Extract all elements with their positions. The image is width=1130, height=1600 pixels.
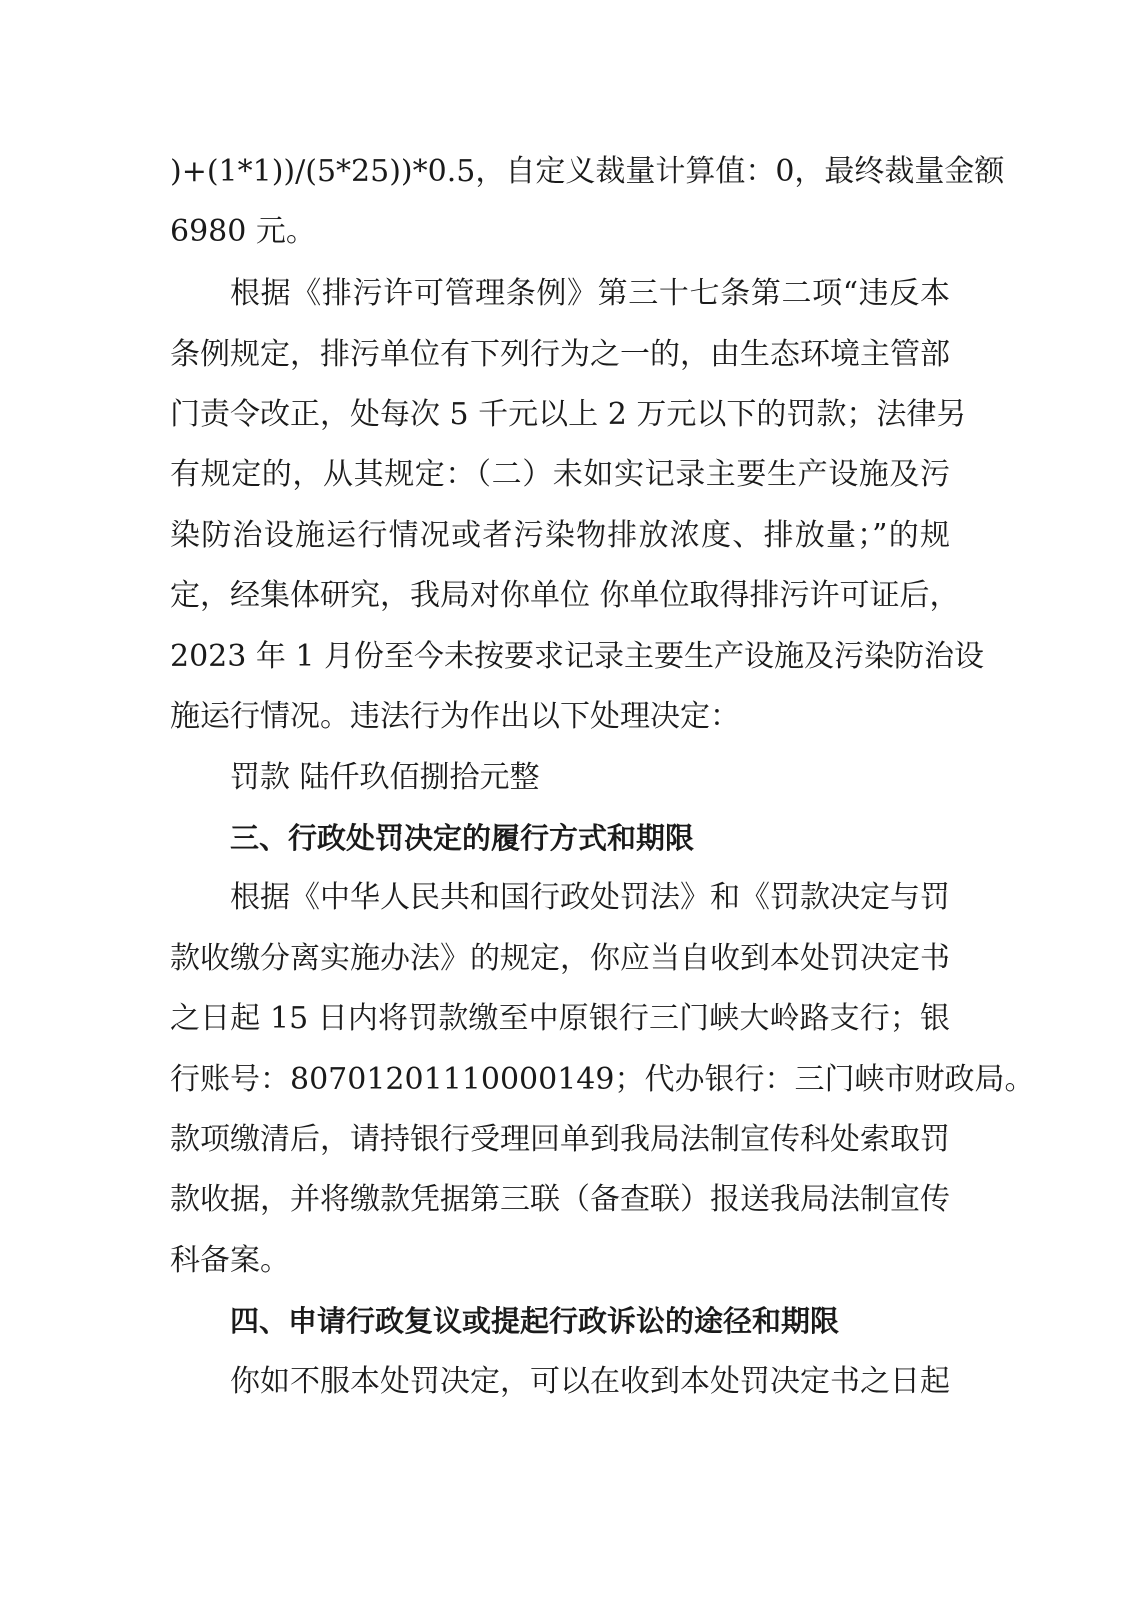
body-text-line: 染防治设施运行情况或者污染物排放浓度、排放量；”的规	[170, 518, 950, 553]
body-text-line: 6980 元。	[170, 214, 316, 249]
body-text-line: 2023 年 1 月份至今未按要求记录主要生产设施及污染防治设	[170, 639, 985, 674]
body-text-line: 款项缴清后，请持银行受理回单到我局法制宣传科处索取罚	[170, 1122, 950, 1157]
section-heading-4: 四、申请行政复议或提起行政诉讼的途径和期限	[230, 1304, 840, 1338]
body-text-line: 有规定的，从其规定：（二）未如实记录主要生产设施及污	[170, 457, 950, 492]
bank-account-line: 行账号：80701201110000149；代办银行：三门峡市财政局。	[170, 1062, 1035, 1097]
body-text-line: 款收据，并将缴款凭据第三联（备查联）报送我局法制宣传	[170, 1182, 950, 1217]
section-heading-3: 三、行政处罚决定的履行方式和期限	[230, 821, 695, 855]
paragraph-start-line: 根据《中华人民共和国行政处罚法》和《罚款决定与罚	[230, 880, 950, 915]
body-text-line: 之日起 15 日内将罚款缴至中原银行三门峡大岭路支行；银	[170, 1001, 950, 1036]
penalty-amount-line: 罚款 陆仟玖佰捌拾元整	[230, 760, 540, 795]
body-text-line: 科备案。	[170, 1243, 290, 1278]
body-text-line: 门责令改正，处每次 5 千元以上 2 万元以下的罚款；法律另	[170, 397, 967, 432]
body-text-line: 施运行情况。违法行为作出以下处理决定：	[170, 699, 740, 734]
body-text-line: 款收缴分离实施办法》的规定，你应当自收到本处罚决定书	[170, 941, 950, 976]
body-text-line: )+(1*1))/(5*25))*0.5，自定义裁量计算值：0，最终裁量金额	[170, 154, 1005, 189]
paragraph-start-line: 根据《排污许可管理条例》第三十七条第二项“违反本	[230, 276, 950, 311]
body-text-line: 条例规定，排污单位有下列行为之一的，由生态环境主管部	[170, 337, 950, 372]
body-text-line: 定，经集体研究，我局对你单位 你单位取得排污许可证后，	[170, 578, 960, 613]
paragraph-start-line: 你如不服本处罚决定，可以在收到本处罚决定书之日起	[230, 1364, 950, 1399]
